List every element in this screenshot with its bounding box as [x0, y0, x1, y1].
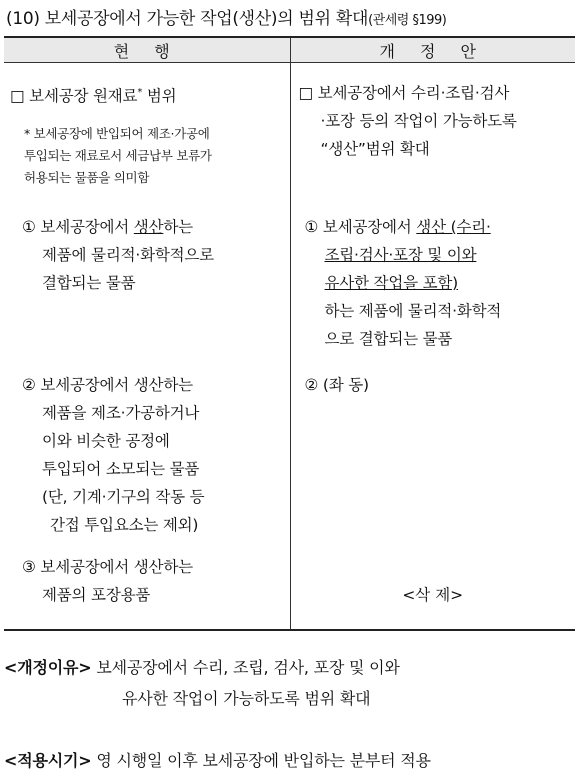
section-title [6, 4, 446, 29]
current-item-3: ③ 보세공장에서 생산하는 제품의 포장용품 [22, 558, 193, 604]
footnote-star: * [137, 87, 143, 98]
current-column [4, 63, 290, 631]
proposed-heading: □ 보세공장에서 수리·조립·검사 ·포장 등의 작업이 가능하도록 “생산”범위 확대 [298, 84, 517, 158]
proposed-column [290, 63, 575, 631]
current-footnote: * 보세공장에 반입되어 제조·가공에 투입되는 재료로서 세금납부 보류가 허용되는 물품을 의미함 [24, 126, 212, 185]
timing-label: <적용시기> [4, 751, 92, 770]
law-reference: (관세령 §199) [368, 13, 447, 28]
amendment-reason: <개정이유> 보세공장에서 수리, 조립, 검사, 포장 및 이와 유사한 작업이 가능하도록 범위 확대 [4, 658, 400, 708]
table-header-row [4, 37, 575, 63]
header-proposed: 개 정 안 [290, 37, 575, 63]
proposed-item-1: ① 보세공장에서 생산 (수리· 조립·검사·포장 및 이와 유사한 작업을 포함) 하는 제품에 물리적·화학적 으로 결합되는 물품 [304, 218, 502, 348]
comparison-table [4, 36, 575, 631]
table-body-row [4, 63, 575, 631]
header-current: 현 행 [4, 37, 290, 63]
effective-date: <적용시기> 영 시행일 이후 보세공장에 반입하는 분부터 적용 [4, 751, 431, 770]
current-item-1: ① 보세공장에서 생산하는 제품에 물리적·화학적으로 결합되는 물품 [22, 218, 214, 292]
current-item-2: ② 보세공장에서 생산하는 제품을 제조·가공하거나 이와 비슷한 공정에 투입되어 소모되는 물품 (단, 기계·기구의 작동 등 간접 투입요소는 제외) [22, 376, 205, 534]
proposed-item-3: <삭 제> [402, 586, 464, 604]
proposed-item-2: ② (좌 동) [304, 376, 369, 394]
reason-label: <개정이유> [4, 658, 92, 677]
current-heading: □ 보세공장 원재료* 범위 [10, 87, 177, 106]
section-title-main: (10) 보세공장에서 가능한 작업(생산)의 범위 확대 [6, 9, 369, 29]
